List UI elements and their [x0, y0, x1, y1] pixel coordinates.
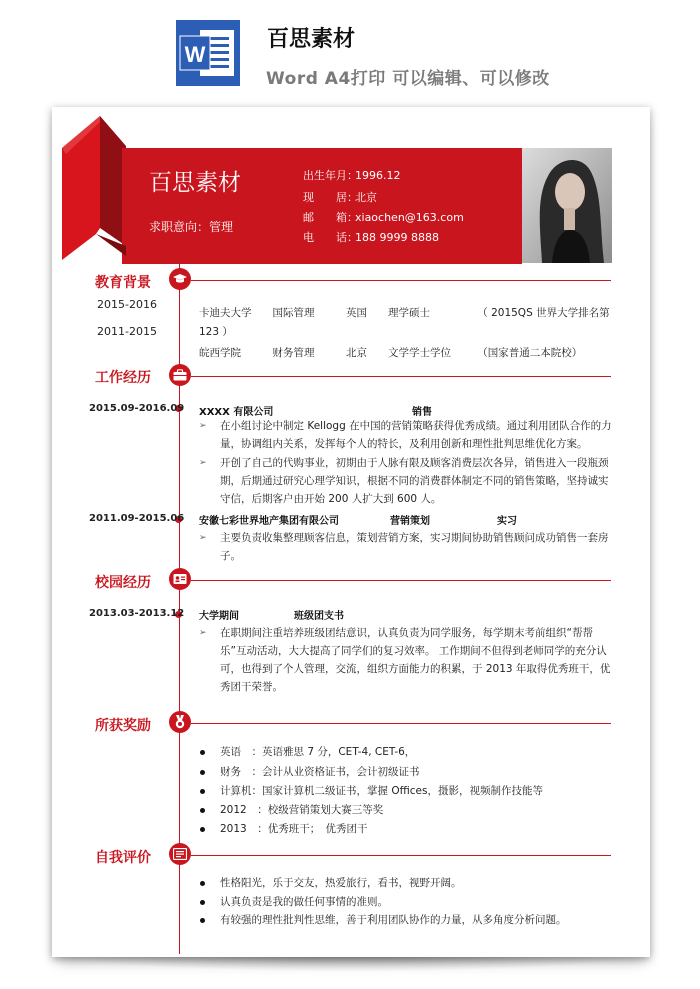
- job-date: 2011.09-2015.06: [89, 513, 185, 524]
- section-divider: [191, 580, 611, 581]
- info-residence: [303, 189, 377, 205]
- info-value: 北京: [355, 191, 377, 204]
- word-document-icon: [176, 20, 240, 86]
- graduation-cap-icon: [169, 268, 191, 290]
- self-item: 有较强的理性批判性思维，善于利用团队协作的力量，从多角度分析问题。: [220, 914, 567, 926]
- info-value: 1996.12: [355, 169, 401, 182]
- job-company: 安徽七彩世界地产集团有限公司: [199, 516, 339, 527]
- header-band: [62, 116, 524, 266]
- edu-date: 2015-2016: [97, 298, 157, 311]
- section-title-campus: 校园经历: [95, 575, 151, 591]
- job-objective: 求职意向：管理: [149, 220, 234, 234]
- info-value: xiaochen@163.com: [355, 211, 464, 224]
- bullet-dot: [200, 918, 205, 923]
- job-role: 营销策划: [390, 516, 430, 527]
- job-type: 实习: [497, 516, 517, 527]
- award-item: 2013 ：优秀班干； 优秀团干: [220, 823, 368, 835]
- banner-title: 百思素材: [267, 27, 356, 52]
- edu-date: 2011-2015: [97, 325, 157, 338]
- self-item: 认真负责是我的做任何事情的准则。: [220, 896, 388, 908]
- section-divider: [191, 855, 611, 856]
- section-title-self: 自我评价: [95, 850, 151, 866]
- candidate-name: 百思素材: [149, 170, 241, 196]
- arrow-bullet-icon: ➢: [199, 421, 207, 431]
- campus-bullet: 在职期间注重培养班级团结意识，认真负责为同学服务，每学期末考前组织“帮帮乐”互动活动，大大提高了同学们的复习效率。 工作期间不但得到老师同学的充分认可，也得到了个人管理，交流，组织方面能力的积累，于 2013 年取得优秀班干，优秀团干荣誉。: [220, 627, 611, 693]
- award-item: 英语 ：英语雅思 7 分，CET-4, CET-6，: [220, 746, 416, 758]
- edu-line: 卡迪夫大学 国际管理 英国 理学硕士 （ 2015QS 世界大学排名第: [199, 307, 610, 319]
- job-role: 销售: [412, 407, 432, 418]
- certificate-icon: [169, 843, 191, 865]
- section-divider: [191, 723, 611, 724]
- campus-org: 大学期间: [199, 611, 239, 622]
- award-item: 财务 ：会计从业资格证书，会计初级证书: [220, 766, 420, 778]
- info-value: 188 9999 8888: [355, 231, 439, 244]
- arrow-bullet-icon: ➢: [199, 628, 207, 638]
- info-label: 电 话：: [303, 231, 358, 244]
- award-item: 2012 ：校级营销策划大赛三等奖: [220, 804, 384, 816]
- info-email: [303, 209, 464, 225]
- svg-text:W: W: [184, 42, 206, 67]
- campus-role: 班级团支书: [294, 611, 344, 622]
- info-label: 出生年月：: [303, 169, 358, 182]
- edu-line: 皖西学院 财务管理 北京 文学学士学位 （国家普通二本院校）: [199, 347, 583, 359]
- bullet-dot: [200, 827, 205, 832]
- medal-icon: [169, 711, 191, 733]
- award-item: 计算机：国家计算机二级证书，掌握 Offices，摄影，视频制作技能等: [220, 785, 543, 797]
- section-title-education: 教育背景: [95, 275, 151, 291]
- bullet-dot: [200, 750, 205, 755]
- job-bullet: 开创了自己的代购事业，初期由于人脉有限及顾客消费层次各异，销售进入一段瓶颈期，后期通过研究心理学知识，根据不同的消费群体制定不同的销售策略，坚持诚实守信，后期客户由开始 200 人扩大到 600 人。: [220, 457, 609, 505]
- briefcase-icon: [169, 364, 191, 386]
- edu-line: 123 ）: [199, 326, 233, 338]
- section-title-awards: 所获奖励: [95, 718, 151, 734]
- job-bullet: 主要负责收集整理顾客信息，策划营销方案，实习期间协助销售顾问成功销售一套房子。: [220, 532, 609, 562]
- campus-date: 2013.03-2013.12: [89, 608, 185, 619]
- self-item: 性格阳光，乐于交友，热爱旅行，看书，视野开阔。: [220, 877, 462, 889]
- section-divider: [191, 280, 611, 281]
- banner-subtitle: Word A4打印 可以编辑、可以修改: [266, 69, 550, 89]
- bullet-dot: [200, 900, 205, 905]
- info-label: 现 居：: [303, 191, 358, 204]
- bullet-dot: [200, 881, 205, 886]
- info-birth: [303, 167, 401, 183]
- job-date: 2015.09-2016.09: [89, 403, 185, 414]
- info-label: 邮 箱：: [303, 211, 358, 224]
- info-phone: [303, 229, 439, 245]
- arrow-bullet-icon: ➢: [199, 458, 207, 468]
- job-company: XXXX 有限公司: [199, 407, 274, 418]
- section-title-work: 工作经历: [95, 370, 151, 386]
- arrow-bullet-icon: ➢: [199, 533, 207, 543]
- profile-photo: [522, 148, 612, 263]
- bullet-dot: [200, 770, 205, 775]
- bullet-dot: [200, 789, 205, 794]
- id-card-icon: [169, 568, 191, 590]
- section-divider: [191, 376, 611, 377]
- job-bullet: 在小组讨论中制定 Kellogg 在中国的营销策略获得优秀成绩。通过利用团队合作的力量，协调组内关系，发挥每个人的特长，及利用创新和理性批判思维优化方案。: [220, 420, 612, 450]
- bullet-dot: [200, 808, 205, 813]
